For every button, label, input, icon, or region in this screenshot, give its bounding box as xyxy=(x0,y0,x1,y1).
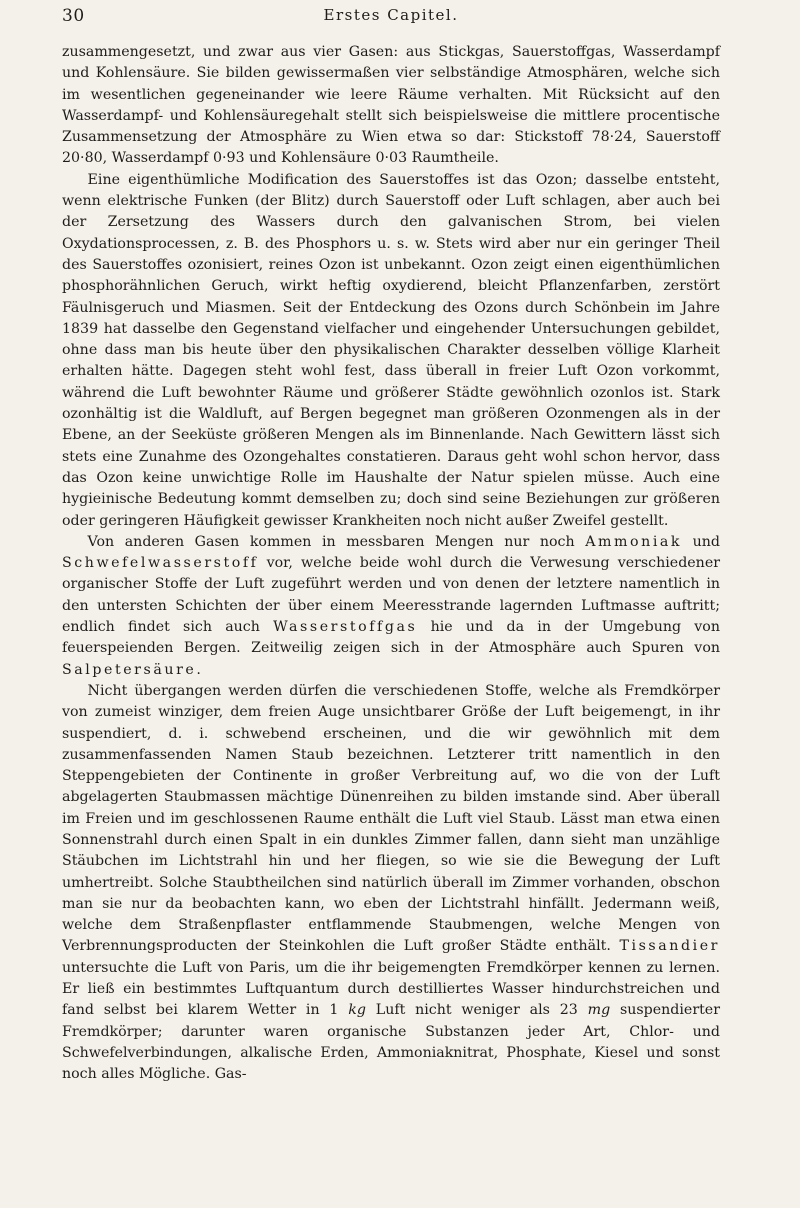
paragraph-dust xyxy=(62,681,720,1086)
body-text xyxy=(62,42,720,1086)
text-run: Luft nicht weniger als 23 xyxy=(365,1002,588,1019)
text-run: . xyxy=(196,661,201,678)
term-ammoniak: Ammoniak xyxy=(585,533,683,550)
text-run: und xyxy=(682,533,720,550)
text-run: Nicht übergangen werden dürfen die verschiedenen Stoffe, welche als Fremdkörper von zumeist winziger, dem freien Auge unsichtbarer Größe der Luft beigemengt, in ihr suspendiert, d. i. schwebend erscheinen, und die wir gewöhnlich mit dem zusammenfassenden Namen Staub bezeichnen. Letzterer tritt namentlich in den Steppengebieten der Continente in großer Verbreitung auf, wo die von der Luft abgelagerten Staubmassen mächtige Dünenreihen zu bilden imstande sind. Aber überall im Freien und im geschlossenen Raume enthält die Luft viel Staub. Lässt man etwa einen Sonnenstrahl durch einen Spalt in ein dunkles Zimmer fallen, dann sieht man unzählige Stäubchen im Lichtstrahl hin und her fliegen, so wie sie die Bewegung der Luft umhertreibt. Solche Staubtheilchen sind natürlich überall im Zimmer vorhanden, obschon man sie nur da beobachten kann, wo eben der Lichtstrahl hinfällt. Jedermann weiß, welche dem Straßenpflaster entflammende Staubmengen, welche Mengen von Verbrennungsproducten der Steinkohlen die Luft großer Städte enthält. xyxy=(62,682,720,955)
page-number: 30 xyxy=(62,6,85,26)
running-title: Erstes Capitel. xyxy=(323,6,459,24)
text-run: untersuchte die Luft von Paris, um die ihr beigemengten Fremdkörper kennen zu lernen. Er ließ ein bestimmtes Luftquantum durch destilliertes Wasser hindurchstreichen und fand selbst bei klarem Wetter in 1 xyxy=(62,959,720,1019)
text-run: suspendierter Fremdkörper; darunter waren organische Substanzen jeder Art, Chlor- und Schwefelverbindungen, alkalische Erden, Ammoniaknitrat, Phosphate, Kiesel und sonst noch alles Mögliche. Gas- xyxy=(62,1002,720,1083)
text-run: Von anderen Gasen kommen in messbaren Mengen nur noch xyxy=(87,533,586,550)
paragraph-other-gases xyxy=(62,532,720,681)
text-run: vor, welche beide wohl durch die Verwesung verschiedener organischer Stoffe der Luft zugeführt werden und von denen der letztere namentlich in den untersten Schichten der über einem Meeresstrande lagernden Luftmasse auftritt; endlich findet sich auch xyxy=(62,555,720,636)
text-run: hie und da in der Umgebung von feuerspeienden Bergen. Zeitweilig zeigen sich in der Atmosphäre auch Spuren von xyxy=(62,619,720,657)
paragraph-ozone: Eine eigenthümliche Modification des Sauerstoffes ist das Ozon; dasselbe entsteht, wenn elektrische Funken (der Blitz) durch Sauerstoff oder Luft schlagen, aber auch bei der Zersetzung des Wassers durch den galvanischen Strom, bei vielen Oxydationsprocessen, z. B. des Phosphors u. s. w. Stets wird aber nur ein geringer Theil des Sauerstoffes ozonisiert, reines Ozon ist unbekannt. Ozon zeigt einen eigenthümlichen phosphorähnlichen Geruch, wirkt heftig oxydierend, bleicht Pflanzenfarben, zerstört Fäulnisgeruch und Miasmen. Seit der Entdeckung des Ozons durch Schönbein im Jahre 1839 hat dasselbe den Gegenstand vielfacher und eingehender Untersuchungen gebildet, ohne dass man bis heute über den physikalischen Charakter desselben völlige Klarheit erhalten hätte. Dagegen steht wohl fest, dass überall in freier Luft Ozon vorkommt, während die Luft bewohnter Räume und größerer Städte gewöhnlich ozonlos ist. Stark ozonhältig ist die Waldluft, auf Bergen begegnet man größeren Ozonmengen als in der Ebene, an der Seeküste größeren Mengen als im Binnenlande. Nach Gewittern lässt sich stets eine Zunahme des Ozongehaltes constatieren. Daraus geht wohl schon hervor, dass das Ozon keine unwichtige Rolle im Haushalte der Natur spielen müsse. Auch eine hygieinische Bedeutung kommt demselben zu; doch sind seine Beziehungen zur größeren oder geringeren Häufigkeit gewisser Krankheiten noch nicht außer Zweifel gestellt. xyxy=(62,171,720,529)
page-header xyxy=(62,0,720,34)
term-schwefelwasserstoff: Schwefelwasserstoff xyxy=(62,555,259,572)
name-tissandier: Tissandier xyxy=(619,938,720,955)
paragraph-gas-composition: zusammengesetzt, und zwar aus vier Gasen: aus Stickgas, Sauerstoffgas, Wasserdampf und Kohlensäure. Sie bilden gewissermaßen vier selbständige Atmosphären, welche sich im wesentlichen gegeneinander wie leere Räume verhalten. Mit Rücksicht auf den Wasserdampf- und Kohlensäuregehalt stellt sich beispielsweise die mittlere procentische Zusammensetzung der Atmosphäre zu Wien etwa so dar: Stickstoff 78·24, Sauerstoff 20·80, Wasserdampf 0·93 und Kohlensäure 0·03 Raumtheile. xyxy=(62,44,720,167)
term-wasserstoffgas: Wasserstoffgas xyxy=(273,619,418,636)
unit-kg: kg xyxy=(348,1002,366,1019)
term-salpetersaeure: Salpetersäure xyxy=(62,661,197,678)
unit-mg: mg xyxy=(587,1002,611,1019)
